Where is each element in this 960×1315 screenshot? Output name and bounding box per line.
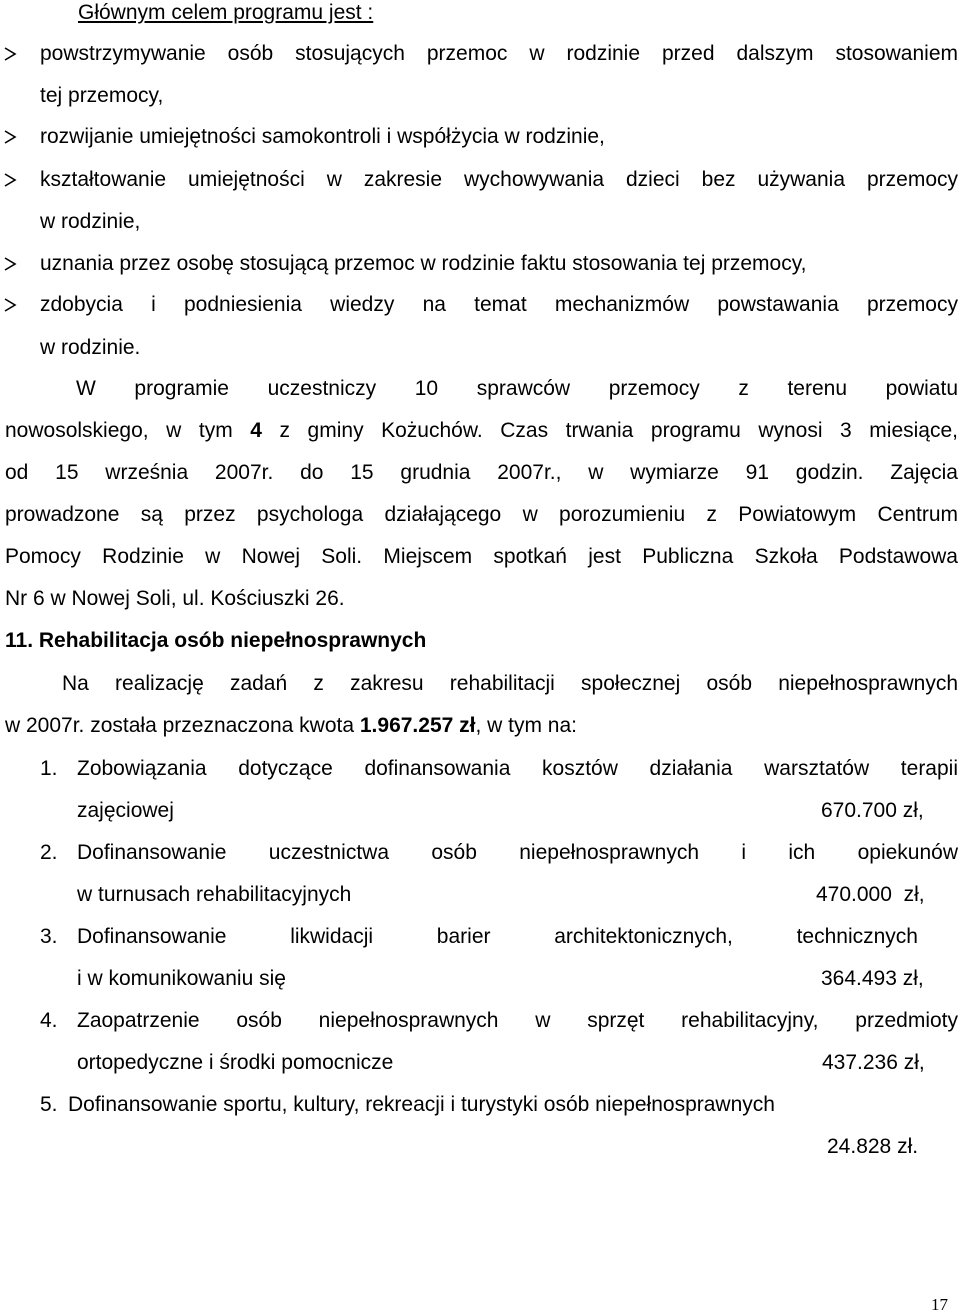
arrowhead-bullet-icon	[3, 251, 17, 277]
goal-text: kształtowanie umiejętności w zakresie wychowywania dzieci bez używania przemocy	[40, 168, 958, 191]
item-text-cont: w turnusach rehabilitacyjnych	[77, 883, 352, 906]
item-text-cont: ortopedyczne i środki pomocnicze	[77, 1051, 394, 1074]
text-span: , w tym na:	[475, 714, 577, 737]
item-amount: 670.700 zł,	[821, 799, 924, 822]
paragraph-line: Pomocy Rodzinie w Nowej Soli. Miejscem spotkań jest Publiczna Szkoła Podstawowa	[5, 545, 958, 568]
item-text-cont: zajęciowej	[77, 799, 174, 822]
arrowhead-bullet-icon	[3, 124, 17, 150]
paragraph-line: od 15 września 2007r. do 15 grudnia 2007r., w wymiarze 91 godzin. Zajęcia	[5, 461, 958, 484]
goal-text-cont: w rodzinie.	[40, 336, 141, 359]
text-span: nowosolskiego, w tym	[5, 419, 251, 442]
arrowhead-bullet-icon	[3, 292, 17, 318]
section-intro-line	[5, 713, 577, 739]
item-text: Zobowiązania dotyczące dofinansowania kosztów działania warsztatów terapii	[77, 757, 958, 780]
item-amount: 470.000 zł,	[816, 883, 925, 906]
arrowhead-bullet-icon	[3, 167, 17, 193]
item-amount: 437.236 zł,	[822, 1051, 925, 1074]
text-span: z gminy Kożuchów. Czas trwania programu wynosi 3 miesiące,	[261, 419, 958, 442]
paragraph-line	[5, 418, 958, 444]
goal-text: powstrzymywanie osób stosujących przemoc w rodzinie przed dalszym stosowaniem	[40, 42, 958, 65]
goals-heading: Głównym celem programu jest :	[78, 1, 374, 24]
paragraph-line: Nr 6 w Nowej Soli, ul. Kościuszki 26.	[5, 587, 345, 610]
item-number: 5.	[40, 1093, 58, 1116]
paragraph-line: W programie uczestniczy 10 sprawców przemocy z terenu powiatu	[76, 377, 958, 400]
item-text-cont: i w komunikowaniu się	[77, 967, 286, 990]
section-intro-line: Na realizację zadań z zakresu rehabilitacji społecznej osób niepełnosprawnych	[62, 672, 958, 695]
goal-text: zdobycia i podniesienia wiedzy na temat mechanizmów powstawania przemocy	[40, 293, 958, 316]
total-amount: 1.967.257 zł	[359, 714, 476, 737]
goal-text: rozwijanie umiejętności samokontroli i współżycia w rodzinie,	[40, 125, 605, 148]
item-amount: 24.828 zł.	[827, 1135, 919, 1158]
section-title: 11. Rehabilitacja osób niepełnosprawnych	[5, 629, 427, 652]
item-number: 3.	[40, 925, 58, 948]
item-number: 2.	[40, 841, 58, 864]
text-span: w 2007r. została przeznaczona kwota	[5, 714, 360, 737]
item-number: 4.	[40, 1009, 58, 1032]
page-number: 17	[931, 1295, 948, 1314]
goal-text-cont: w rodzinie,	[40, 210, 141, 233]
goal-text: uznania przez osobę stosującą przemoc w rodzinie faktu stosowania tej przemocy,	[40, 252, 807, 275]
item-amount: 364.493 zł,	[821, 967, 924, 990]
item-text: Dofinansowanie likwidacji barier architektonicznych, technicznych	[77, 925, 918, 948]
item-number: 1.	[40, 757, 58, 780]
item-text: Dofinansowanie uczestnictwa osób niepełnosprawnych i ich opiekunów	[77, 841, 958, 864]
arrowhead-bullet-icon	[3, 41, 17, 67]
bold-count: 4	[250, 419, 262, 442]
goal-text-cont: tej przemocy,	[40, 84, 164, 107]
item-text: Zaopatrzenie osób niepełnosprawnych w sprzęt rehabilitacyjny, przedmioty	[77, 1009, 958, 1032]
paragraph-line: prowadzone są przez psychologa działającego w porozumieniu z Powiatowym Centrum	[5, 503, 958, 526]
item-text: Dofinansowanie sportu, kultury, rekreacji i turystyki osób niepełnosprawnych	[68, 1093, 775, 1116]
